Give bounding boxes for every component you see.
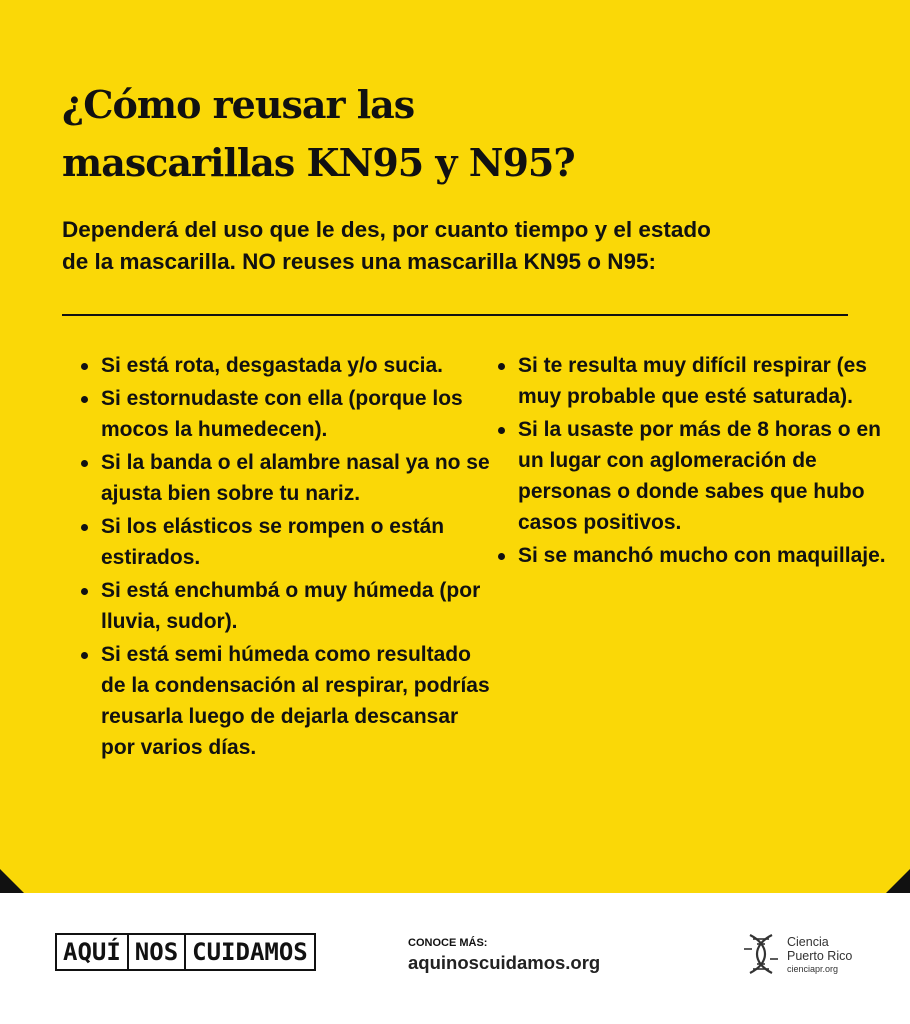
list-item: Si está rota, desgastada y/o sucia.	[80, 350, 492, 381]
list-item: Si te resulta muy difícil respirar (es muy probable que esté saturada).	[497, 350, 897, 412]
dna-helix-icon	[742, 933, 780, 975]
list-item: Si los elásticos se rompen o están estirados.	[80, 511, 492, 573]
org-name-line-1: Ciencia	[787, 935, 829, 949]
ciencia-puerto-rico-logo-text	[787, 935, 852, 975]
list-item: Si está enchumbá o muy húmeda (por lluvia, sudor).	[80, 575, 492, 637]
list-left	[80, 350, 492, 765]
list-item: Si está semi húmeda como resultado de la condensación al respirar, podrías reusarla luego de dejarla descansar por varios días.	[80, 639, 492, 763]
page-title	[62, 76, 842, 192]
divider	[62, 314, 848, 316]
intro-text	[62, 214, 862, 278]
brand-word: AQUÍ	[63, 938, 121, 966]
title-line-1: ¿Cómo reusar las	[62, 82, 415, 127]
list-item: Si la usaste por más de 8 horas o en un lugar con aglomeración de personas o donde sabes que hubo casos positivos.	[497, 414, 897, 538]
website-link[interactable]: aquinoscuidamos.org	[408, 952, 601, 973]
intro-line-2: de la mascarilla. NO reuses una mascarilla KN95 o N95:	[62, 249, 657, 274]
list-item: Si estornudaste con ella (porque los mocos la humedecen).	[80, 383, 492, 445]
list-item: Si se manchó mucho con maquillaje.	[497, 540, 897, 571]
corner-triangle-right	[886, 869, 910, 893]
conoce-label: CONOCE MÁS:	[408, 937, 488, 949]
corner-triangle-left	[0, 869, 24, 893]
title-line-2: mascarillas KN95 y N95?	[62, 140, 575, 185]
org-name-line-2: Puerto Rico	[787, 949, 853, 963]
brand-word: NOS	[127, 935, 184, 969]
list-item: Si la banda o el alambre nasal ya no se ajusta bien sobre tu nariz.	[80, 447, 492, 509]
list-right	[497, 350, 897, 573]
org-domain: cienciapr.org	[787, 964, 839, 974]
intro-line-1: Dependerá del uso que le des, por cuanto tiempo y el estado	[62, 217, 711, 242]
brand-word: CUIDAMOS	[184, 935, 314, 969]
brand-logo-aqui-nos-cuidamos	[55, 933, 316, 971]
